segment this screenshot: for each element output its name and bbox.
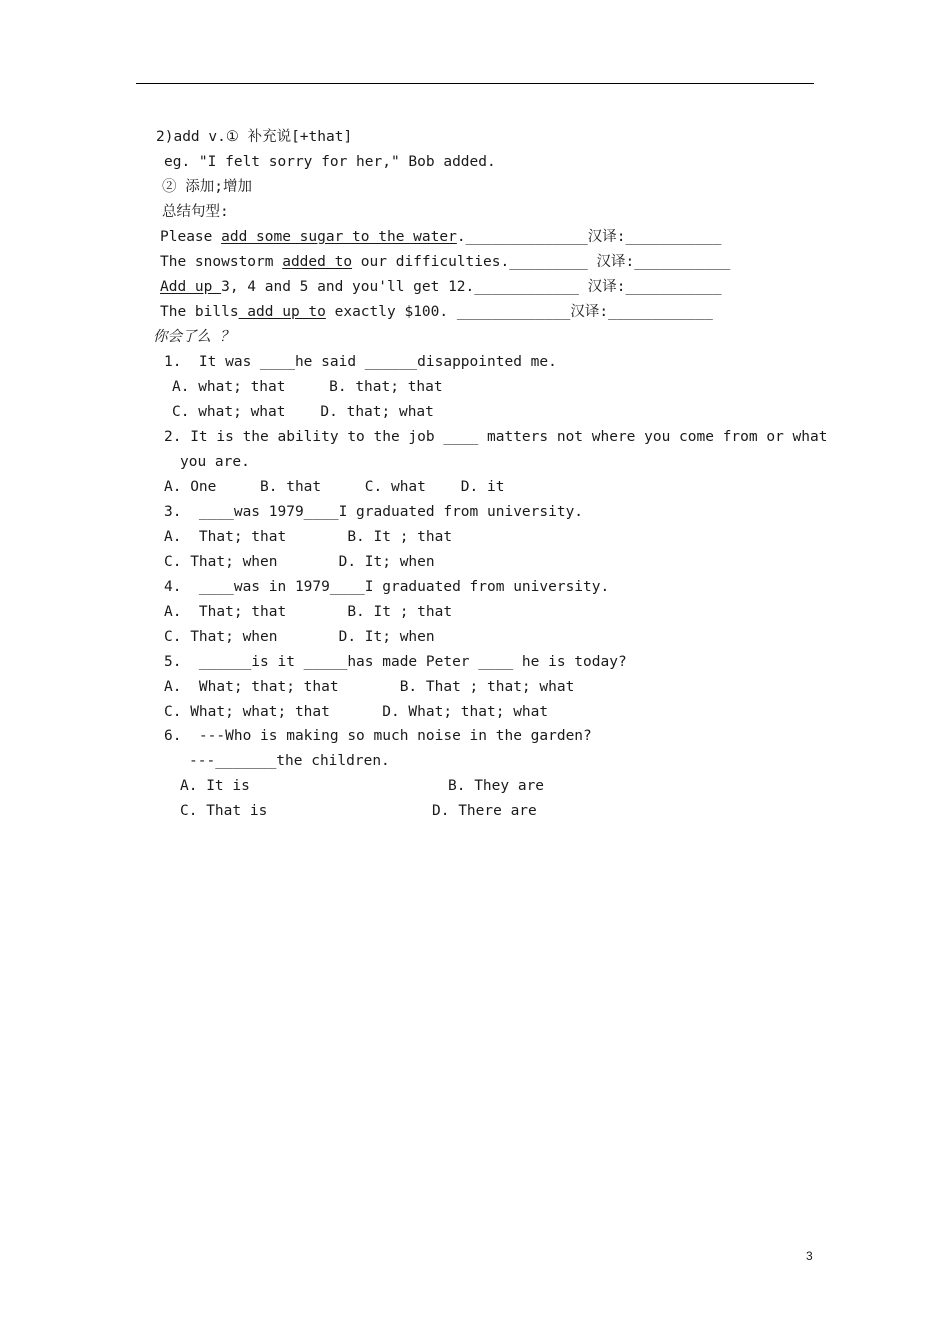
question-6-option-c: C. That is [180, 803, 268, 819]
question-1-options-ab: A. what; that B. that; that [172, 379, 443, 395]
question-3: 3. ____was 1979____I graduated from university. [164, 504, 584, 520]
pattern-sentence-3: Add up 3, 4 and 5 and you'll get 12.____________ 汉译:___________ [160, 279, 722, 295]
question-6-option-a: A. It is [180, 778, 250, 794]
question-5-options-cd: C. What; what; that D. What; that; what [164, 704, 549, 720]
question-6-option-b: B. They are [448, 778, 545, 794]
header-rule [136, 83, 814, 84]
question-6: 6. ---Who is making so much noise in the garden? [164, 728, 592, 744]
quiz-title: 你会了么 ？ [153, 329, 235, 345]
question-6-reply: ---_______the children. [189, 753, 390, 769]
question-6-option-d: D. There are [432, 803, 537, 819]
add-heading: 2)add v.① 补充说[+that] [156, 129, 353, 145]
pattern-sentence-2: The snowstorm added to our difficulties._________ 汉译:___________ [160, 254, 731, 270]
pattern-sentence-4: The bills add up to exactly $100. _____________汉译:____________ [160, 304, 713, 320]
question-1-options-cd: C. what; what D. that; what [172, 404, 434, 420]
question-2-continued: you are. [180, 454, 250, 470]
question-5: 5. ______is it _____has made Peter ____ he is today? [164, 654, 627, 670]
question-2-options: A. One B. that C. what D. it [164, 479, 505, 495]
sense-two: ② 添加;增加 [162, 179, 252, 195]
question-3-options-ab: A. That; that B. It ; that [164, 529, 453, 545]
pattern-sentence-1: Please add some sugar to the water.______________汉译:___________ [160, 229, 722, 245]
question-1: 1. It was ____he said ______disappointed me. [164, 354, 557, 370]
question-2: 2. It is the ability to the job ____ matters not where you come from or what [164, 429, 828, 445]
underlined-phrase: add up to [238, 304, 326, 320]
underlined-phrase: Add up [160, 279, 222, 295]
question-3-options-cd: C. That; when D. It; when [164, 554, 435, 570]
question-5-options-ab: A. What; that; that B. That ; that; what [164, 679, 575, 695]
question-4: 4. ____was in 1979____I graduated from university. [164, 579, 610, 595]
question-4-options-cd: C. That; when D. It; when [164, 629, 435, 645]
underlined-phrase: add some sugar to the water [221, 229, 457, 245]
example-sentence: eg. "I felt sorry for her," Bob added. [164, 154, 496, 170]
summary-label: 总结句型: [162, 204, 229, 220]
question-4-options-ab: A. That; that B. It ; that [164, 604, 453, 620]
page-number: 3 [806, 1249, 813, 1263]
underlined-phrase: added to [282, 254, 353, 270]
